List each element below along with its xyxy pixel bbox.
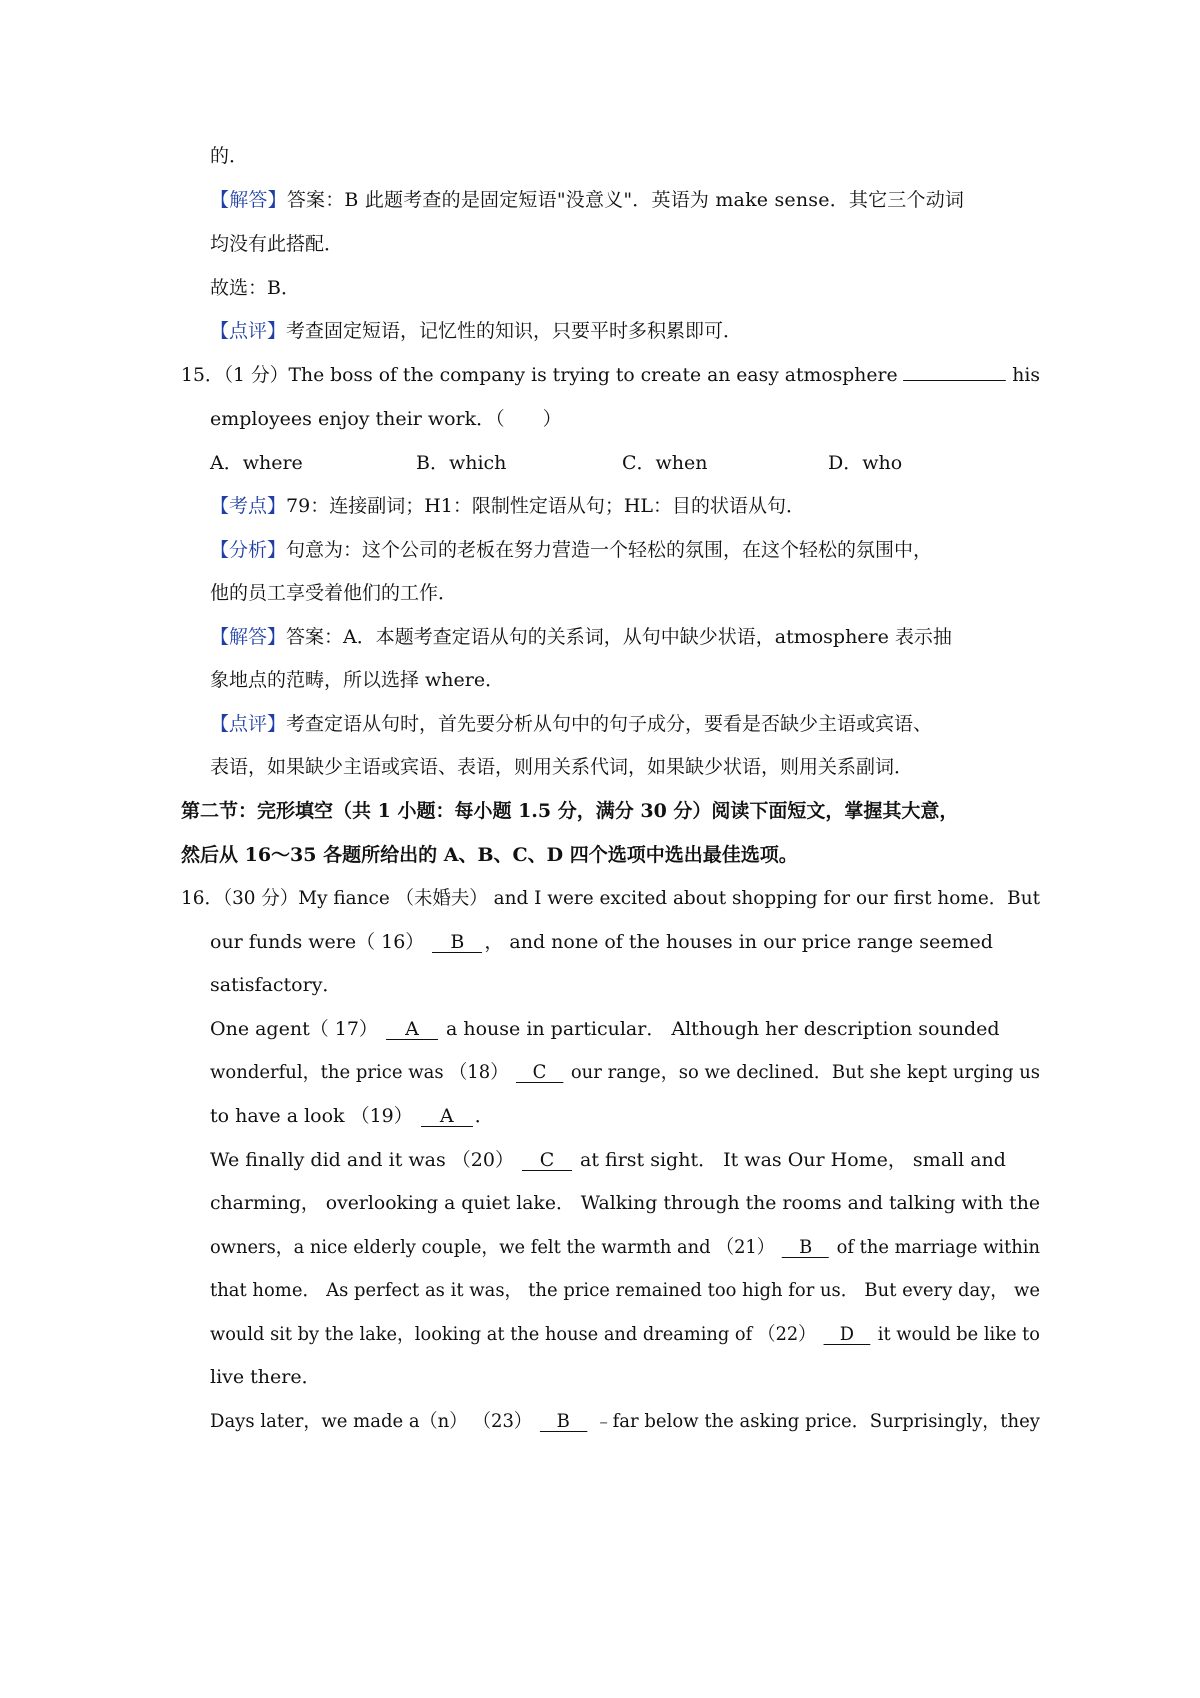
comment-text: 考查固定短语，记忆性的知识，只要平时多积累即可．	[286, 320, 743, 342]
q15-analysis-cont: 他的员工享受着他们的工作．	[210, 582, 458, 604]
answer-text: 答案：B 此题考查的是固定短语"没意义"．英语为 make sense．其它三个动词	[286, 189, 965, 211]
answer-19: A	[421, 1106, 473, 1127]
option-d: D．who	[828, 452, 903, 474]
answer-17: A	[386, 1019, 438, 1040]
q16-line: owners，a nice elderly couple，we felt the warmth and （21） B of the marriage within	[210, 1236, 1041, 1258]
answer-23: B	[540, 1411, 587, 1432]
q14-selection: 故选：B．	[210, 277, 300, 299]
comment-tag: 【点评】	[210, 320, 287, 342]
q16-line: Days later，we made a（n） （23） B ﹣far below the asking price．Surprisingly，they	[210, 1410, 1040, 1432]
answer-18: C	[516, 1062, 563, 1083]
q16-line: satisfactory．	[210, 974, 342, 996]
knowledge-tag: 【考点】	[210, 495, 287, 517]
q15-knowledge-point: 【考点】79：连接副词；H1：限制性定语从句；HL：目的状语从句．	[210, 495, 806, 517]
q15-comment: 【点评】考查定语从句时，首先要分析从句中的句子成分，要看是否缺少主语或宾语、	[210, 713, 933, 735]
comment-tag: 【点评】	[210, 713, 287, 735]
q15-comment-cont: 表语，如果缺少主语或宾语、表语，则用关系代词，如果缺少状语，则用关系副词．	[210, 756, 914, 778]
answer-20: C	[522, 1150, 572, 1171]
q15-stem-cont: employees enjoy their work．（ ）	[210, 408, 562, 430]
q16-line: We finally did and it was （20） C at first sight． It was Our Home， small and	[210, 1149, 1006, 1171]
section-heading: 第二节：完形填空（共 1 小题：每小题 1.5 分，满分 30 分）阅读下面短文，掌握其大意，	[181, 800, 959, 822]
q15-analysis: 【分析】句意为：这个公司的老板在努力营造一个轻松的氛围，在这个轻松的氛围中，	[210, 539, 933, 561]
answer-22: D	[823, 1324, 870, 1345]
q16-line: 16．（30 分）My fiance （未婚夫） and I were excited about shopping for our first home．But	[181, 887, 1040, 909]
answer-tag: 【解答】	[210, 189, 287, 211]
q15-stem: 15．（1 分）The boss of the company is trying to create an easy atmosphere his	[181, 364, 1040, 386]
q16-line: our funds were（ 16） B ， and none of the houses in our price range seemed	[210, 931, 993, 953]
q16-line: to have a look （19） A ．	[210, 1105, 494, 1127]
option-c: C．when	[622, 452, 708, 474]
section-heading-cont: 然后从 16～35 各题所给出的 A、B、C、D 四个选项中选出最佳选项。	[181, 844, 798, 866]
q15-answer-cont: 象地点的范畴，所以选择 where．	[210, 669, 505, 691]
q15-blank	[904, 362, 1007, 381]
q14-answer-cont: 均没有此搭配．	[210, 233, 344, 255]
q16-line: wonderful，the price was （18） C our range，so we declined．But she kept urging us	[210, 1061, 1041, 1083]
q16-line: One agent（ 17） A a house in particular． Although her description sounded	[210, 1018, 1000, 1040]
q14-comment	[210, 318, 742, 344]
q15-answer: 【解答】答案：A．本题考查定语从句的关系词，从句中缺少状语，atmosphere 表示抽	[210, 626, 952, 648]
q16-line: that home． As perfect as it was， the price remained too high for us． But every day， we	[210, 1279, 1040, 1301]
q16-line: would sit by the lake，looking at the house and dreaming of （22） D it would be like to	[210, 1323, 1041, 1345]
answer-16: B	[432, 932, 482, 953]
q15-options	[210, 450, 902, 476]
q14-fragment: 的．	[210, 145, 249, 167]
analysis-tag: 【分析】	[210, 539, 287, 561]
q16-line: live there．	[210, 1366, 321, 1388]
q14-answer	[210, 187, 964, 213]
option-b: B．which	[416, 452, 507, 474]
q16-line: charming， overlooking a quiet lake． Walking through the rooms and talking with the	[210, 1192, 1040, 1214]
answer-21: B	[782, 1237, 829, 1258]
answer-tag: 【解答】	[210, 626, 287, 648]
option-a: A．where	[210, 452, 303, 474]
